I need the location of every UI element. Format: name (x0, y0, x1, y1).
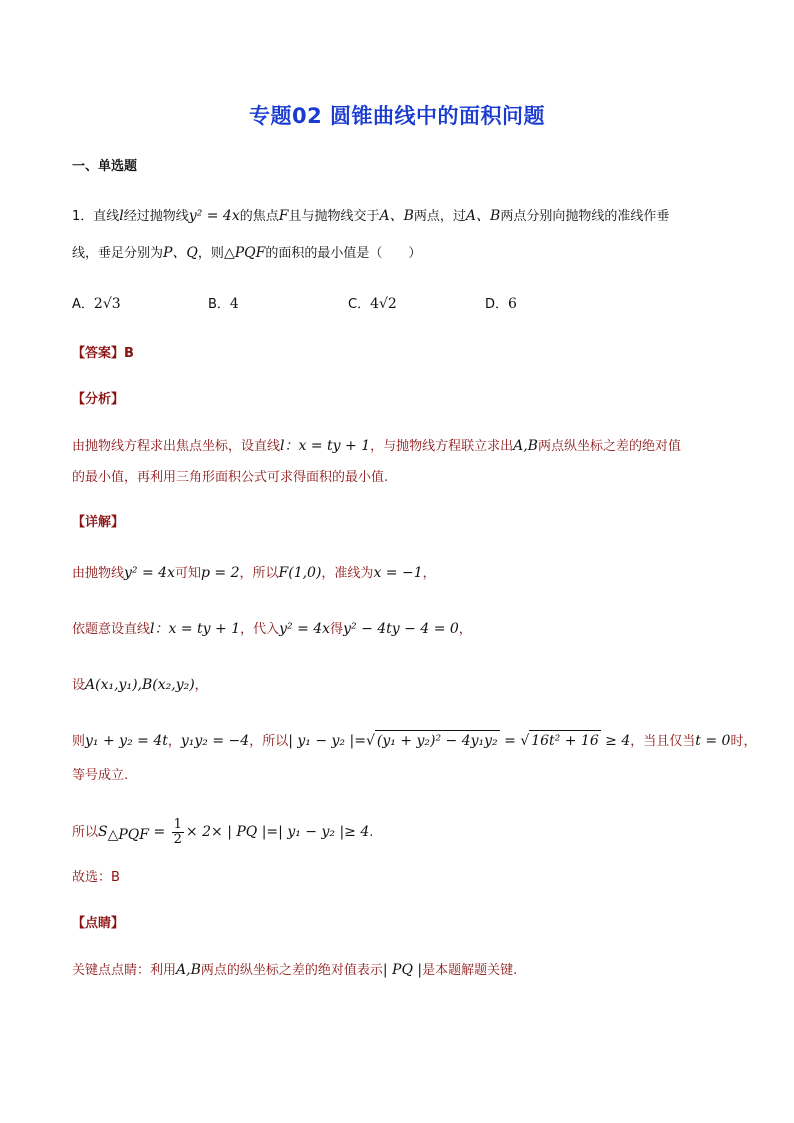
question-text: 且与抛物线交于 (288, 209, 380, 224)
section-heading: 一、单选题 (72, 159, 138, 174)
math-fraction (172, 818, 184, 847)
question-text: 两点，过 (413, 209, 466, 224)
comment-text: 两点的纵坐标之差的绝对值表示 (200, 963, 383, 978)
detail-text: ， (167, 734, 181, 749)
sqrt-radicand: (y₁ + y₂)² − 4y₁y₂ (375, 730, 500, 751)
detail-text: ，代入 (240, 622, 280, 637)
math-line-eq: ：x = ty + 1 (154, 621, 241, 637)
detail-text: 得 (330, 622, 344, 637)
answer-row (72, 344, 732, 364)
option-c (348, 294, 397, 315)
math-area-expr: × 2× | PQ |=| y₁ − y₂ |≥ 4 (185, 824, 370, 840)
math-points: A(x₁,y₁),B(x₂,y₂) (85, 677, 195, 693)
math-quadratic: y² − 4ty − 4 = 0 (343, 621, 459, 637)
math-F: F (278, 208, 289, 224)
detail-step-5 (72, 818, 732, 852)
detail-text: 设 (72, 678, 86, 693)
math-abs: | y₁ − y₂ |= (288, 733, 366, 749)
math-PQ-abs: | PQ | (382, 962, 423, 978)
detail-text: ，当且仅当 (630, 734, 696, 749)
detail-text: 可知 (174, 566, 201, 581)
analysis-text: ，与抛物线方程联立求出 (370, 439, 514, 454)
math-equals: = (149, 824, 170, 840)
comment-line (72, 960, 732, 981)
math-AB: A,B (513, 438, 538, 454)
comment-text: 关键点点睛：利用 (72, 963, 177, 978)
option-value: 6 (508, 296, 517, 312)
question-text: 两点分别向抛物线的准线作垂 (500, 209, 670, 224)
analysis-text: 两点纵坐标之差的绝对值 (537, 439, 681, 454)
math-parabola-eq: y² = 4x (188, 208, 240, 224)
math-area-symbol: S (98, 824, 108, 840)
math-PQ: P、Q (163, 245, 198, 261)
comment-text: 是本题解题关键. (422, 963, 518, 978)
option-value: 2√3 (93, 296, 121, 312)
option-value: 4 (229, 296, 239, 312)
analysis-line-1 (72, 436, 732, 457)
question-text: 线，垂足分别为 (72, 246, 164, 261)
math-area-subscript: △PQF (107, 827, 149, 843)
math-triangle-PQF: △PQF (223, 245, 266, 261)
analysis-text: 由抛物线方程求出焦点坐标，设直线 (72, 439, 281, 454)
math-condition: t = 0 (695, 733, 731, 749)
fraction-numerator: 1 (173, 817, 182, 832)
math-parabola-eq: y² = 4x (279, 621, 331, 637)
question-text: ，则 (197, 246, 224, 261)
question-text: 的面积的最小值是（ ） (265, 246, 422, 261)
sqrt-radicand: 16t² + 16 (529, 730, 601, 751)
detail-text: 所以 (72, 825, 99, 840)
math-l: l (119, 208, 124, 224)
detail-text: ，所以 (249, 734, 289, 749)
question-prefix: 1．直线 (72, 209, 120, 224)
page-title: 专题02 圆锥曲线中的面积问题 (248, 104, 546, 128)
math-AB: A、B (465, 208, 501, 224)
detail-text: ， (458, 622, 472, 637)
answer-label: 【答案】 (72, 346, 125, 361)
detail-step-2 (72, 619, 732, 640)
option-value: 4√2 (370, 296, 397, 312)
math-p: p = 2 (201, 565, 240, 581)
math-equals: = (499, 733, 521, 749)
math-ge: ≥ 4 (600, 733, 631, 749)
detail-text: ， (194, 678, 208, 693)
option-label: A． (72, 297, 94, 312)
math-l: l (150, 621, 155, 637)
detail-text: 时， (730, 734, 757, 749)
detail-conclusion: 故选：B (72, 870, 120, 885)
detail-step-1 (72, 563, 732, 584)
math-focus: F(1,0) (278, 565, 322, 581)
question-text: 经过抛物线 (123, 209, 189, 224)
option-label: D． (485, 297, 509, 312)
detail-text: ，准线为 (321, 566, 374, 581)
math-AB: A、B (379, 208, 414, 224)
math-line-eq: ：x = ty + 1 (284, 438, 371, 454)
detail-step-4-cont: 等号成立. (72, 768, 129, 783)
fraction-denominator: 2 (173, 832, 182, 847)
math-product: y₁y₂ = −4 (180, 733, 250, 749)
option-d (485, 294, 517, 315)
option-label: B． (208, 297, 230, 312)
detail-text: 由抛物线 (72, 566, 125, 581)
option-b (208, 294, 239, 315)
option-label: C． (348, 297, 371, 312)
math-sqrt-2: √ 16t² + 16 (520, 730, 600, 751)
detail-text: 依题意设直线 (72, 622, 151, 637)
detail-step-4 (72, 730, 757, 752)
detail-text: ，所以 (239, 566, 279, 581)
options-row (72, 294, 732, 316)
math-AB: A,B (176, 962, 201, 978)
math-l: l (280, 438, 285, 454)
analysis-label: 【分析】 (72, 392, 125, 407)
answer-value: B (124, 346, 134, 361)
question-text: 的焦点 (239, 209, 279, 224)
math-sum: y₁ + y₂ = 4t (85, 733, 168, 749)
detail-step-3 (72, 675, 732, 696)
detail-text: . (369, 825, 374, 840)
math-sqrt-1: √ (y₁ + y₂)² − 4y₁y₂ (366, 730, 500, 751)
detail-text: 则 (72, 734, 86, 749)
math-directrix: x = −1 (373, 565, 423, 581)
detail-text: ， (422, 566, 436, 581)
math-parabola-eq: y² = 4x (124, 565, 175, 581)
detail-label: 【详解】 (72, 515, 125, 530)
analysis-line-2: 的最小值，再利用三角形面积公式可求得面积的最小值. (72, 470, 389, 485)
option-a (72, 294, 121, 315)
question-line-2 (72, 243, 732, 264)
comment-label: 【点睛】 (72, 916, 125, 931)
question-line-1 (72, 206, 732, 227)
